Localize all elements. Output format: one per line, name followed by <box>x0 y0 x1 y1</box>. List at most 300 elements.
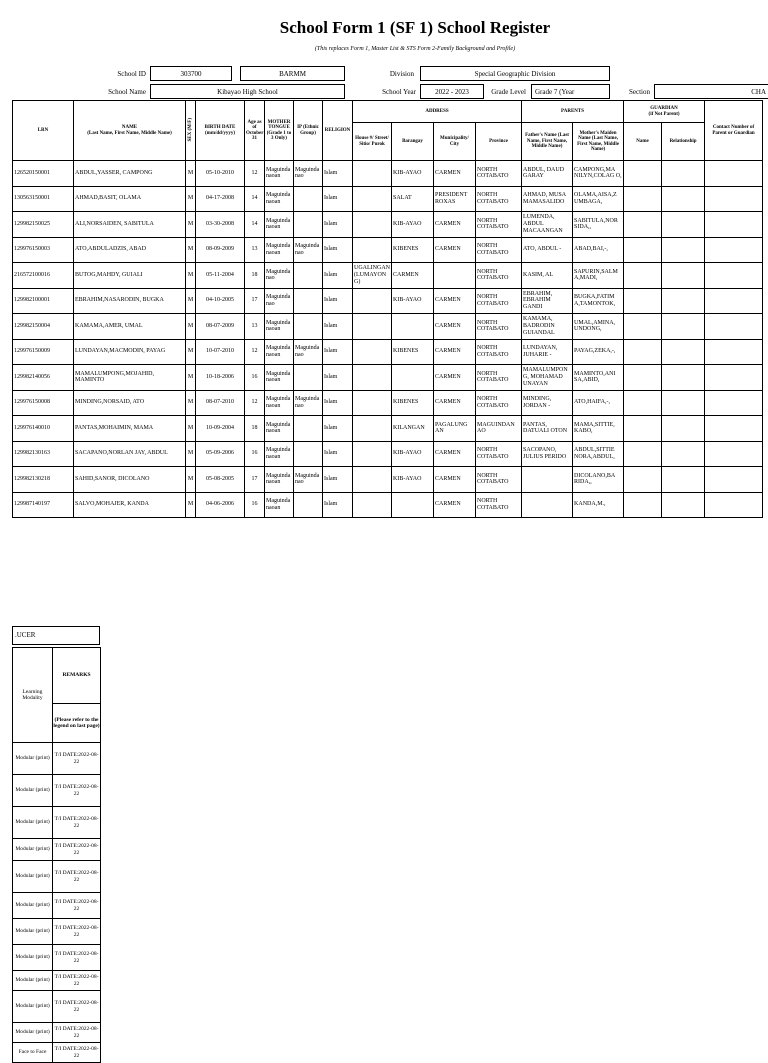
school-year-label: School Year <box>382 88 416 96</box>
col-guardian-name: Name <box>624 123 662 161</box>
cell-house <box>353 365 392 391</box>
cell-muni: CARMEN <box>434 390 476 416</box>
col-lrn: LRN <box>13 101 74 161</box>
cell-empty <box>662 467 705 493</box>
cell-house <box>353 186 392 212</box>
cell-empty <box>624 263 662 289</box>
cell-mt: Maguinda naoan <box>265 339 294 365</box>
table-row <box>13 212 763 238</box>
cell-name: SACAPANO,NORLAN JAY, ABDUL <box>74 441 186 467</box>
cell-empty <box>624 416 662 442</box>
page-title: School Form 1 (SF 1) School Register <box>279 18 551 37</box>
col-name: NAME (Last Name, First Name, Middle Name) <box>74 101 186 161</box>
cell-muni <box>434 263 476 289</box>
cell-mother: OLAMA,AISA,Z UMBAGA, <box>573 186 624 212</box>
cell-name: MINDING,NORSAID, ATO <box>74 390 186 416</box>
cell-barangay: KIB-AYAO <box>392 212 434 238</box>
cell-empty <box>624 288 662 314</box>
remarks-cell-modality: Modular (print) <box>13 775 53 807</box>
cell-empty <box>662 186 705 212</box>
cell-lrn: 129976150003 <box>13 237 74 263</box>
cell-empty <box>624 390 662 416</box>
cell-ip <box>294 441 323 467</box>
cell-lrn: 129982130163 <box>13 441 74 467</box>
cell-lrn: 129982140056 <box>13 365 74 391</box>
table-row <box>13 237 763 263</box>
cell-birth: 04-10-2005 <box>196 288 245 314</box>
remarks-cell-remark: T/I DATE:2022-08-22 <box>53 1043 101 1063</box>
cell-mt: Maguinda naoan <box>265 186 294 212</box>
remarks-cell-modality: Modular (print) <box>13 807 53 839</box>
cell-religion: Islam <box>323 212 353 238</box>
cell-sex: M <box>186 339 196 365</box>
cell-mt: Maguinda naoan <box>265 161 294 187</box>
cell-sex: M <box>186 186 196 212</box>
cell-lrn: 129982150004 <box>13 314 74 340</box>
school-id-field[interactable]: 303700 <box>150 66 232 81</box>
table-row <box>13 467 763 493</box>
cell-house <box>353 237 392 263</box>
cell-ip <box>294 492 323 518</box>
cell-mt: Maguinda naoan <box>265 390 294 416</box>
cell-house <box>353 492 392 518</box>
remarks-panel <box>12 626 100 1063</box>
cell-father: ATO, ABDUL - <box>522 237 573 263</box>
cell-age: 18 <box>245 416 265 442</box>
cell-empty <box>662 288 705 314</box>
cell-father: LUMENDA, ABDUL MACAANGAN <box>522 212 573 238</box>
table-row <box>13 186 763 212</box>
remarks-cell-modality: Modular (print) <box>13 893 53 919</box>
cell-barangay <box>392 365 434 391</box>
cell-ip <box>294 263 323 289</box>
cell-father <box>522 492 573 518</box>
cell-barangay <box>392 492 434 518</box>
remarks-row <box>13 839 101 861</box>
cell-age: 16 <box>245 441 265 467</box>
cell-mother: ATO,HAIFA,-, <box>573 390 624 416</box>
cell-age: 13 <box>245 314 265 340</box>
cell-father: EBRAHIM, EBRAHIM GANDI <box>522 288 573 314</box>
cell-age: 12 <box>245 161 265 187</box>
remarks-cell-modality: Modular (print) <box>13 743 53 775</box>
table-row <box>13 390 763 416</box>
region-field[interactable]: BARMM <box>240 66 345 81</box>
cell-mother: MAMA,SITTIE, KABO, <box>573 416 624 442</box>
cell-birth: 08-07-2010 <box>196 390 245 416</box>
cell-father: KASIM, AL <box>522 263 573 289</box>
remarks-row <box>13 1023 101 1043</box>
cell-prov: NORTH COTABATO <box>476 441 522 467</box>
remarks-cell-modality: Modular (print) <box>13 945 53 971</box>
cell-ip <box>294 288 323 314</box>
cell-empty <box>705 492 763 518</box>
cell-name: LUNDAYAN,MACMODIN, PAYAG <box>74 339 186 365</box>
table-row <box>13 314 763 340</box>
remarks-row <box>13 945 101 971</box>
col-relationship: Relationship <box>662 123 705 161</box>
cell-sex: M <box>186 441 196 467</box>
cell-sex: M <box>186 467 196 493</box>
remarks-table <box>12 647 101 1063</box>
remarks-row <box>13 807 101 839</box>
cell-birth: 05-11-2004 <box>196 263 245 289</box>
cell-birth: 05-09-2006 <box>196 441 245 467</box>
cell-sex: M <box>186 492 196 518</box>
cell-barangay: KIB-AYAO <box>392 441 434 467</box>
cell-empty <box>624 314 662 340</box>
cell-birth: 04-17-2008 <box>196 186 245 212</box>
section-field[interactable]: CHA <box>654 84 768 99</box>
cell-lrn: 129982130218 <box>13 467 74 493</box>
table-row <box>13 263 763 289</box>
cell-barangay <box>392 314 434 340</box>
cell-barangay: SALAT <box>392 186 434 212</box>
cell-religion: Islam <box>323 390 353 416</box>
cell-sex: M <box>186 161 196 187</box>
cell-muni: CARMEN <box>434 288 476 314</box>
cell-house <box>353 390 392 416</box>
division-field[interactable]: Special Geographic Division <box>420 66 610 81</box>
cell-father: SACOPANO, JULIUS PERIDO <box>522 441 573 467</box>
remarks-cell-remark: T/I DATE:2022-08-22 <box>53 945 101 971</box>
cell-prov: NORTH COTABATO <box>476 212 522 238</box>
cell-name: ABDUL,YASSER, CAMPONG <box>74 161 186 187</box>
cell-house: UGALINGAN (LUMAYON G) <box>353 263 392 289</box>
table-row <box>13 492 763 518</box>
cell-empty <box>705 390 763 416</box>
cell-prov: MAGUINDAN AO <box>476 416 522 442</box>
cell-age: 18 <box>245 263 265 289</box>
table-row <box>13 441 763 467</box>
cell-empty <box>705 339 763 365</box>
cell-empty <box>624 212 662 238</box>
cell-prov: NORTH COTABATO <box>476 467 522 493</box>
cell-muni: CARMEN <box>434 441 476 467</box>
cell-mother: KANDA,M., <box>573 492 624 518</box>
cell-prov: NORTH COTABATO <box>476 237 522 263</box>
remarks-cell-modality: Modular (print) <box>13 1023 53 1043</box>
cell-mother: SAPURIN,SALM A,MADI, <box>573 263 624 289</box>
cell-empty <box>662 237 705 263</box>
remarks-cell-remark: T/I DATE:2022-08-22 <box>53 861 101 893</box>
cell-name: EBRAHIM,NASARODIN, BUGKA <box>74 288 186 314</box>
cell-birth: 04-06-2006 <box>196 492 245 518</box>
cell-empty <box>624 467 662 493</box>
cell-muni: CARMEN <box>434 492 476 518</box>
cell-religion: Islam <box>323 237 353 263</box>
cell-birth: 08-07-2009 <box>196 314 245 340</box>
cell-prov: NORTH COTABATO <box>476 288 522 314</box>
cell-muni: CARMEN <box>434 365 476 391</box>
cell-age: 17 <box>245 467 265 493</box>
school-name-field[interactable]: Kibayao High School <box>150 84 345 99</box>
cell-empty <box>624 186 662 212</box>
cell-prov: NORTH COTABATO <box>476 365 522 391</box>
remarks-cell-modality: Modular (print) <box>13 861 53 893</box>
cell-empty <box>705 314 763 340</box>
cell-age: 12 <box>245 390 265 416</box>
cell-religion: Islam <box>323 314 353 340</box>
cell-empty <box>624 365 662 391</box>
table-row <box>13 288 763 314</box>
school-year-field[interactable]: 2022 - 2023 <box>420 84 484 99</box>
cell-empty <box>705 212 763 238</box>
col-house: House #/ Street/ Sitio/ Purok <box>353 123 392 161</box>
cell-sex: M <box>186 263 196 289</box>
col-municipality: Municipality/ City <box>434 123 476 161</box>
cell-house <box>353 288 392 314</box>
cell-muni: CARMEN <box>434 161 476 187</box>
cell-empty <box>662 263 705 289</box>
remarks-cell-remark: T/I DATE:2022-08-22 <box>53 743 101 775</box>
remarks-cell-remark: T/I DATE:2022-08-22 <box>53 1023 101 1043</box>
cell-house <box>353 339 392 365</box>
cell-age: 16 <box>245 492 265 518</box>
cell-name: PANTAS,MOHAIMIN, MAMA <box>74 416 186 442</box>
cell-empty <box>705 441 763 467</box>
cell-empty <box>705 263 763 289</box>
cell-empty <box>624 339 662 365</box>
cell-mt: Maguinda naoan <box>265 467 294 493</box>
cell-empty <box>662 441 705 467</box>
remarks-row <box>13 971 101 991</box>
remarks-cell-remark: T/I DATE:2022-08-22 <box>53 775 101 807</box>
cell-empty <box>705 161 763 187</box>
cell-empty <box>624 492 662 518</box>
cell-empty <box>662 390 705 416</box>
cell-religion: Islam <box>323 161 353 187</box>
grade-level-label: Grade Level <box>491 88 526 96</box>
remarks-body <box>13 743 101 1063</box>
cell-father: AHMAD, MUSA MAMASALIDO <box>522 186 573 212</box>
cell-prov: NORTH COTABATO <box>476 314 522 340</box>
remarks-cell-remark: T/I DATE:2022-08-22 <box>53 991 101 1023</box>
cell-ip <box>294 416 323 442</box>
remarks-cell-modality: Modular (print) <box>13 971 53 991</box>
cell-house <box>353 161 392 187</box>
cell-muni: PRESIDENT ROXAS <box>434 186 476 212</box>
cell-sex: M <box>186 365 196 391</box>
cell-religion: Islam <box>323 492 353 518</box>
cell-father: MAMALUMPON G, MOHAMAD UNAYAN <box>522 365 573 391</box>
cell-name: SAHID,SANOR, DICOLANO <box>74 467 186 493</box>
cell-age: 14 <box>245 212 265 238</box>
remarks-row <box>13 861 101 893</box>
remarks-row <box>13 1043 101 1063</box>
register-table <box>12 100 763 518</box>
cell-barangay: KIB-AYAO <box>392 161 434 187</box>
section-label: Section <box>629 88 650 96</box>
table-row <box>13 365 763 391</box>
cell-name: BUTOG,MAHDY, GUIALI <box>74 263 186 289</box>
col-barangay: Barangay <box>392 123 434 161</box>
cell-age: 17 <box>245 288 265 314</box>
cell-empty <box>705 237 763 263</box>
cell-muni: PAGALUNG AN <box>434 416 476 442</box>
col-contact: Contact Number of Parent or Guardian <box>705 101 763 161</box>
cell-father: LUNDAYAN, JUHARIE - <box>522 339 573 365</box>
school-id-label: School ID <box>117 70 146 78</box>
remarks-note: (Please refer to the legend on last page) <box>53 704 101 743</box>
cell-mother: CAMPONG,MA NILYN,COLAG O, <box>573 161 624 187</box>
cell-father: KAMAMA, BADRODIN GUIANDAL <box>522 314 573 340</box>
cell-muni: CARMEN <box>434 314 476 340</box>
col-sex: SEX (M/F) <box>186 101 196 161</box>
cell-lrn: 216572100016 <box>13 263 74 289</box>
table-row <box>13 416 763 442</box>
grade-level-field[interactable]: Grade 7 (Year <box>531 84 610 99</box>
cell-ip: Maguinda nao <box>294 339 323 365</box>
cell-empty <box>624 441 662 467</box>
cell-lrn: 129982100001 <box>13 288 74 314</box>
col-mother: Mother's Maiden Name (Last Name, First Name, Middle Name) <box>573 123 624 161</box>
cell-lrn: 126520150001 <box>13 161 74 187</box>
cell-empty <box>705 467 763 493</box>
cell-father <box>522 467 573 493</box>
cell-name: ATO,ABDULADZIS, ABAD <box>74 237 186 263</box>
page-subtitle: (This replaces Form 1, Master List & STS Form 2-Family Background and Profile) <box>314 46 516 52</box>
cell-mother: UMAL,AMINA, UNDONG, <box>573 314 624 340</box>
cell-birth: 03-30-2008 <box>196 212 245 238</box>
cell-name: KAMAMA,AMER, UMAL <box>74 314 186 340</box>
cell-barangay: KILANGAN <box>392 416 434 442</box>
cell-name: MAMALUMPONG,MOJAHID, MAMINTO <box>74 365 186 391</box>
remarks-cell-remark: T/I DATE:2022-08-22 <box>53 971 101 991</box>
cell-religion: Islam <box>323 467 353 493</box>
cell-mt: Maguinda naoan <box>265 212 294 238</box>
cell-mother: MAMINTO,ANI SA,ABID, <box>573 365 624 391</box>
remarks-row <box>13 991 101 1023</box>
cell-ip <box>294 212 323 238</box>
cell-mt: Maguinda nao <box>265 288 294 314</box>
cell-house <box>353 416 392 442</box>
cell-lrn: 129976140010 <box>13 416 74 442</box>
col-birth: BIRTH DATE (mm/dd/yyyy) <box>196 101 245 161</box>
school-name-label: School Name <box>108 88 146 96</box>
learning-modality-header: Learning Modality <box>13 648 53 743</box>
remarks-cell-modality: Modular (print) <box>13 839 53 861</box>
col-parents: PARENTS <box>522 101 624 123</box>
cell-empty <box>705 186 763 212</box>
cell-barangay: KIBENES <box>392 339 434 365</box>
col-age: Age as of October 31 <box>245 101 265 161</box>
cell-mt: Maguinda naoan <box>265 441 294 467</box>
table-row <box>13 161 763 187</box>
cell-prov: NORTH COTABATO <box>476 339 522 365</box>
cell-birth: 08-09-2009 <box>196 237 245 263</box>
cell-prov: NORTH COTABATO <box>476 263 522 289</box>
remarks-row <box>13 919 101 945</box>
cell-ip <box>294 314 323 340</box>
cell-mt: Maguinda naoan <box>265 365 294 391</box>
cell-empty <box>705 365 763 391</box>
cell-barangay: KIB-AYAO <box>392 288 434 314</box>
cell-empty <box>705 288 763 314</box>
cell-sex: M <box>186 390 196 416</box>
remarks-cell-remark: T/I DATE:2022-08-22 <box>53 807 101 839</box>
cell-empty <box>662 492 705 518</box>
cell-house <box>353 314 392 340</box>
cell-mt: Maguinda naoan <box>265 237 294 263</box>
cell-religion: Islam <box>323 263 353 289</box>
cell-name: SALVO,MOHAJER, KANDA <box>74 492 186 518</box>
cell-ip: Maguinda nao <box>294 237 323 263</box>
cell-barangay: CARMEN <box>392 263 434 289</box>
cell-muni: CARMEN <box>434 237 476 263</box>
cell-empty <box>662 161 705 187</box>
cell-empty <box>624 161 662 187</box>
cell-barangay: KIBENES <box>392 390 434 416</box>
cell-ip: Maguinda nao <box>294 390 323 416</box>
cell-name: AHMAD,BASIT, OLAMA <box>74 186 186 212</box>
col-address: ADDRESS <box>353 101 522 123</box>
cell-house <box>353 212 392 238</box>
cell-muni: CARMEN <box>434 467 476 493</box>
cell-age: 12 <box>245 339 265 365</box>
cell-mt: Maguinda naoan <box>265 314 294 340</box>
cell-empty <box>624 237 662 263</box>
cell-muni: CARMEN <box>434 212 476 238</box>
cell-empty <box>662 314 705 340</box>
cell-sex: M <box>186 237 196 263</box>
cell-sex: M <box>186 314 196 340</box>
cell-mother: ABDUL,SITTIE NORA,ABDUL, <box>573 441 624 467</box>
cell-muni: CARMEN <box>434 339 476 365</box>
cell-house <box>353 441 392 467</box>
cell-mt: Maguinda naoan <box>265 492 294 518</box>
cell-religion: Islam <box>323 441 353 467</box>
cell-birth: 10-18-2006 <box>196 365 245 391</box>
cell-lrn: 129976150008 <box>13 390 74 416</box>
col-religion: RELIGION <box>323 101 353 161</box>
cell-ip: Maguinda nao <box>294 161 323 187</box>
cell-age: 16 <box>245 365 265 391</box>
cell-mt: Maguinda nao <box>265 263 294 289</box>
register-body <box>13 161 763 518</box>
cell-mother: SABITULA,NOR SIDA,, <box>573 212 624 238</box>
cell-mother: DICOLANO,BA RIDA,, <box>573 467 624 493</box>
cell-sex: M <box>186 416 196 442</box>
cell-age: 14 <box>245 186 265 212</box>
cell-name: ALI,NORSAIDEN, SABITULA <box>74 212 186 238</box>
cell-religion: Islam <box>323 365 353 391</box>
remarks-cell-modality: Modular (print) <box>13 991 53 1023</box>
remarks-row <box>13 893 101 919</box>
cell-empty <box>705 416 763 442</box>
division-label: Division <box>389 70 414 78</box>
cell-barangay: KIB-AYAO <box>392 467 434 493</box>
col-ip: IP (Ethnic Group) <box>294 101 323 161</box>
cell-birth: 05-08-2005 <box>196 467 245 493</box>
cell-house <box>353 467 392 493</box>
cell-mother: PAYAG,ZEKA,-, <box>573 339 624 365</box>
remarks-cell-modality: Face to Face <box>13 1043 53 1063</box>
col-father: Father's Name (Last Name, First Name, Middle Name) <box>522 123 573 161</box>
cell-mt: Maguinda naoan <box>265 416 294 442</box>
cell-religion: Islam <box>323 416 353 442</box>
remarks-row <box>13 743 101 775</box>
col-guardian: GUARDIAN (if Not Parent) <box>624 101 705 123</box>
cell-birth: 10-07-2010 <box>196 339 245 365</box>
cell-religion: Islam <box>323 186 353 212</box>
cell-father: PANTAS, DATUALI OTON <box>522 416 573 442</box>
col-province: Province <box>476 123 522 161</box>
cell-prov: NORTH COTABATO <box>476 390 522 416</box>
cell-ip: Maguinda nao <box>294 467 323 493</box>
cell-religion: Islam <box>323 339 353 365</box>
cell-father: MINDING, JORDAN - <box>522 390 573 416</box>
